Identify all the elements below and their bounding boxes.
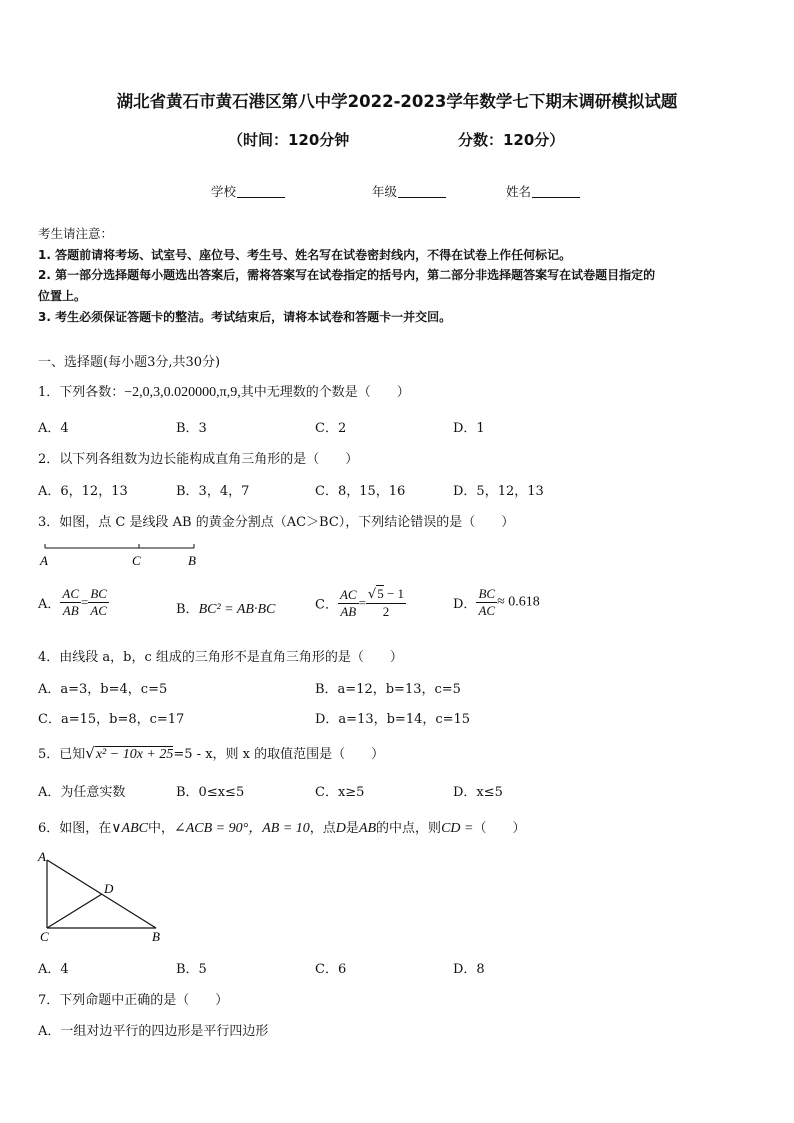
q5-option-c[interactable]: C．x≥5 (315, 785, 365, 800)
q6-ab: AB = 10 (262, 821, 310, 836)
q2-option-a[interactable]: A．6，12，13 (38, 484, 128, 499)
q5-option-d[interactable]: D．x≤5 (453, 785, 503, 800)
q1-suffix: 其中无理数的个数是（ ） (240, 385, 410, 400)
notice-item-3: 3. 考生必须保证答题卡的整洁。考试结束后，请将本试卷和答题卡一并交回。 (38, 310, 452, 324)
q5-prefix: 5．已知 (38, 747, 86, 762)
q3-b-label: B． (176, 602, 199, 617)
exam-score: 分数：120分） (458, 131, 565, 149)
notice-item-2-cont: 位置上。 (38, 289, 87, 303)
q5-suffix: =5 - x，则 x 的取值范围是（ ） (173, 747, 385, 762)
q3-a-num2: BC (90, 586, 107, 601)
grade-field[interactable] (372, 182, 446, 200)
question-5 (38, 743, 384, 763)
q3-segment-figure (38, 540, 208, 572)
q3-c-label: C． (315, 597, 338, 613)
q2-option-b[interactable]: B．3，4，7 (176, 484, 250, 499)
page-title: 湖北省黄石市黄石港区第八中学2022-2023学年数学七下期末调研模拟试题 (116, 92, 678, 111)
question-6 (38, 817, 525, 837)
q3-option-b[interactable] (176, 598, 275, 618)
q6-option-d[interactable]: D．8 (453, 962, 485, 977)
q3-c-num1: AC (339, 586, 357, 602)
notice-heading: 考生请注意： (38, 226, 114, 241)
school-label: 学校 (211, 184, 237, 199)
q6-option-c[interactable]: C．6 (315, 962, 347, 977)
q7-option-a[interactable]: A．一组对边平行的四边形是平行四边形 (38, 1024, 269, 1039)
q5-option-a[interactable]: A．为任意实数 (38, 785, 126, 800)
q3-a-num1: AC (62, 586, 80, 601)
name-field[interactable] (506, 182, 580, 200)
section-heading: 一、选择题(每小题3分,共30分) (38, 355, 221, 370)
q6-text-4: 是 (345, 821, 359, 836)
q1-option-b[interactable]: B．3 (176, 421, 207, 436)
q3-d-label: D． (453, 597, 477, 612)
q6-text-5: 的中点，则 (376, 821, 442, 836)
label-b: B (152, 929, 160, 944)
exam-time: （时间：120分钟 (228, 131, 350, 149)
q1-option-c[interactable]: C．2 (315, 421, 347, 436)
label-a: A (40, 553, 48, 568)
q3-d-den: AC (478, 603, 496, 618)
q3-c-root: 5 (377, 586, 384, 601)
q3-a-den1: AB (62, 603, 79, 618)
q6-triangle-figure (36, 848, 166, 944)
q4-option-b[interactable]: B．a=12，b=13，c=5 (315, 682, 461, 697)
q3-option-a[interactable] (38, 586, 109, 619)
label-c: C (132, 553, 141, 568)
question-2: 2．以下列各组数为边长能构成直角三角形的是（ ） (38, 452, 359, 467)
q3-a-den2: AC (90, 603, 107, 618)
q5-radicand: x² − 10x + 25 (95, 747, 174, 762)
name-label: 姓名 (506, 184, 532, 199)
q4-option-c[interactable]: C．a=15，b=8，c=17 (38, 712, 185, 727)
q3-option-d[interactable] (453, 586, 540, 619)
q6-triangle: ∨ABC (111, 821, 148, 836)
label-c: C (40, 929, 49, 944)
q5-option-b[interactable]: B．0≤x≤5 (176, 785, 245, 800)
q6-option-b[interactable]: B．5 (176, 962, 207, 977)
label-b: B (188, 553, 196, 568)
school-blank[interactable] (237, 185, 285, 198)
sqrt-icon: √ (367, 587, 377, 602)
q3-a-label: A． (38, 597, 61, 612)
q6-text-6: （ ） (473, 821, 526, 836)
q6-cd: CD = (441, 821, 474, 836)
q3-d-approx: ≈ 0.618 (497, 594, 540, 610)
label-a: A (38, 849, 46, 864)
q1-numbers: −2,0,3,0.020000,π,9, (124, 385, 241, 400)
question-7: 7．下列命题中正确的是（ ） (38, 993, 229, 1008)
name-blank[interactable] (532, 185, 580, 198)
sqrt-icon: √ (85, 744, 95, 762)
label-d: D (104, 881, 114, 896)
q6-text-2: 中， (147, 821, 174, 836)
q3-c-den1: AB (340, 603, 357, 619)
question-3: 3．如图，点 C 是线段 AB 的黄金分割点（AC＞BC），下列结论错误的是（ ） (38, 515, 515, 530)
q2-option-c[interactable]: C．8，15，16 (315, 484, 406, 499)
notice-item-2: 2. 第一部分选择题每小题选出答案后，需将答案写在试卷指定的括号内，第二部分非选择题答案写在试卷题目指定的 (38, 268, 656, 282)
q4-option-d[interactable]: D．a=13，b=14，c=15 (315, 712, 471, 727)
median-cd (47, 894, 102, 928)
q6-d: D (335, 821, 346, 836)
q1-option-d[interactable]: D．1 (453, 421, 485, 436)
question-1 (38, 381, 410, 401)
q3-a-eq: = (81, 594, 89, 610)
q6-text-1: 6．如图，在 (38, 821, 112, 836)
q3-c-den2: 2 (382, 604, 390, 619)
grade-label: 年级 (372, 184, 398, 199)
q3-d-num: BC (478, 586, 496, 601)
q1-prefix: 1．下列各数： (38, 385, 125, 400)
q1-option-a[interactable]: A．4 (38, 421, 69, 436)
q3-b-expr: BC² = AB·BC (198, 602, 276, 617)
q4-option-a[interactable]: A．a=3，b=4，c=5 (38, 682, 168, 697)
school-field[interactable] (211, 182, 285, 200)
q6-ab2: AB (358, 821, 377, 836)
question-4: 4．由线段 a，b，c 组成的三角形不是直角三角形的是（ ） (38, 650, 403, 665)
q3-c-minus: − 1 (383, 586, 405, 601)
q6-option-a[interactable]: A．4 (38, 962, 69, 977)
grade-blank[interactable] (398, 185, 446, 198)
q6-angle: ∠ACB = 90°， (174, 821, 263, 836)
q3-c-eq: = (358, 595, 366, 610)
q6-text-3: ，点 (309, 821, 336, 836)
q2-option-d[interactable]: D．5，12，13 (453, 484, 544, 499)
q3-option-c[interactable] (315, 586, 406, 620)
notice-item-1: 1. 答题前请将考场、试室号、座位号、考生号、姓名写在试卷密封线内，不得在试卷上作任何标记。 (38, 248, 572, 262)
